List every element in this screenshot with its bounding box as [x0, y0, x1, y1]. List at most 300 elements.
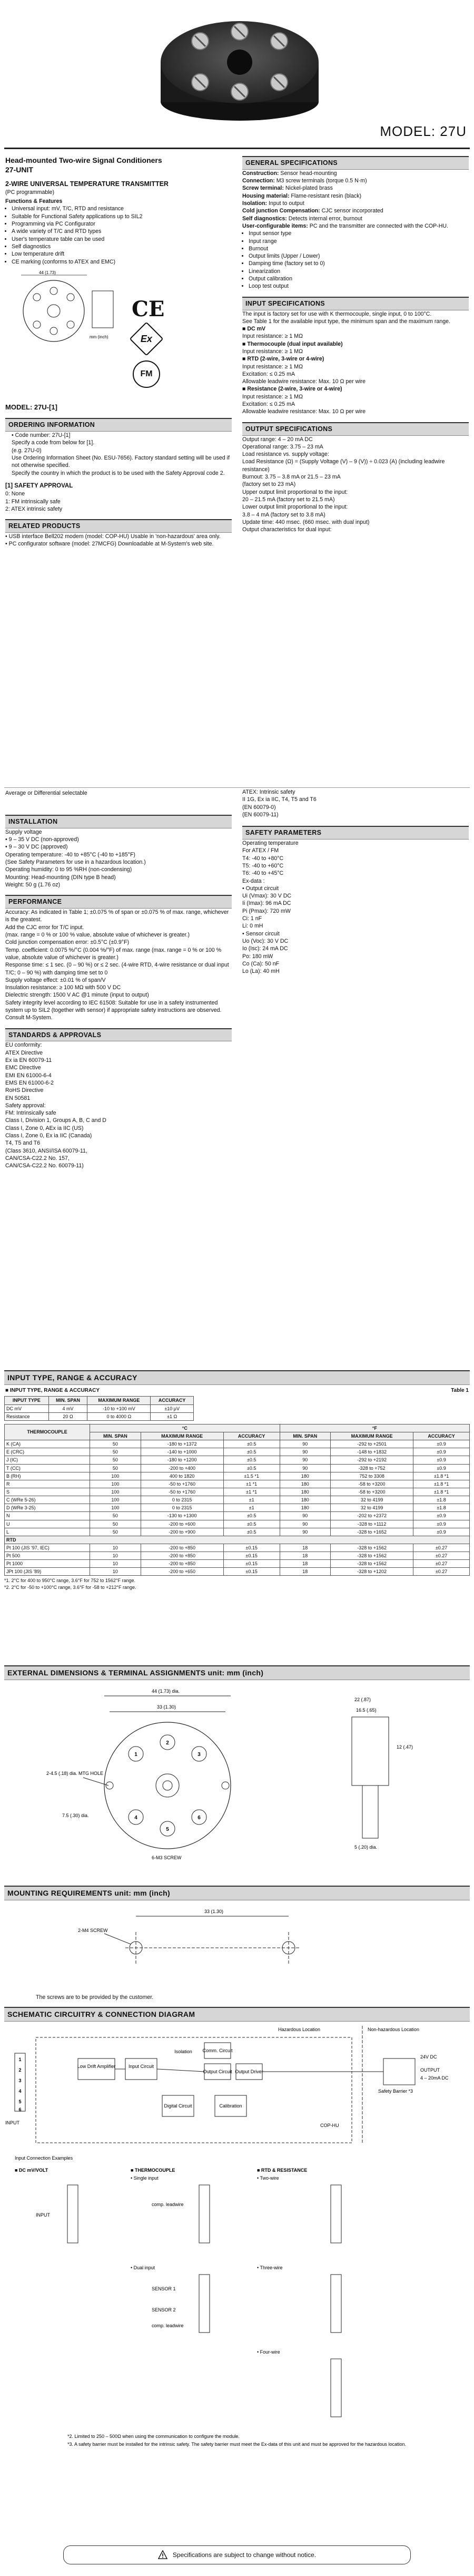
table-cell: ±0.9	[413, 1512, 470, 1520]
svg-text:6: 6	[18, 2106, 22, 2112]
output-line: Output range: 4 – 20 mA DC	[242, 436, 313, 443]
table-cell: -10 to +100 mV	[87, 1404, 151, 1412]
safety-line: T4: -40 to +80°C	[242, 855, 284, 862]
safety-line: Co (Ca): 50 nF	[242, 960, 280, 967]
table-cell: ±0.9	[413, 1448, 470, 1456]
table-cell: 100	[90, 1480, 141, 1488]
config-item: • Output calibration	[249, 275, 469, 282]
table-cell: MAXIMUM RANGE	[87, 1397, 151, 1404]
installation-lines	[5, 828, 232, 889]
related-line: • USB interface Bell202 modem (model: COP-HU) Usable in 'non-hazardous' area only.	[5, 533, 221, 540]
svg-text:4: 4	[134, 1814, 137, 1821]
table-cell: 0 to 2315	[141, 1496, 223, 1504]
output-line: Lower output limit proportional to the input:	[242, 504, 348, 511]
table-row	[5, 1568, 470, 1576]
ordering-line: (e.g. 27U-0)	[12, 447, 42, 454]
rtd-line: Excitation: ≤ 0.25 mA	[242, 370, 295, 377]
dual-note: Average or Differential selectable	[5, 790, 87, 796]
table-cell: 50	[90, 1440, 141, 1448]
output-line: Load resistance vs. supply voltage:	[242, 451, 329, 458]
table-cell: 18	[280, 1544, 331, 1552]
table-cell: ±1.8 *1	[413, 1480, 470, 1488]
svg-text:6: 6	[197, 1814, 201, 1821]
table-cell: 50	[90, 1528, 141, 1536]
rtd-line: Allowable leadwire resistance: Max. 10 Ω per wire	[242, 378, 366, 385]
table-cell: ±0.15	[223, 1544, 280, 1552]
table-cell: 18	[280, 1568, 331, 1576]
mounting-note: The screws are to be provided by the customer.	[36, 1994, 154, 2001]
svg-text:4: 4	[18, 2088, 22, 2094]
product-subtitle: 27-UNIT	[5, 165, 33, 174]
svg-text:Calibration: Calibration	[219, 2103, 242, 2109]
table-row	[5, 1496, 470, 1504]
table-cell: -200 to +850	[141, 1544, 223, 1552]
table-cell: -50 to +1760	[141, 1480, 223, 1488]
table-cell: ±0.5	[223, 1464, 280, 1472]
model-title: MODEL: 27U	[380, 123, 467, 139]
table-cell: 180	[280, 1472, 331, 1480]
table-cell: ±0.5	[223, 1456, 280, 1464]
table-row	[5, 1528, 470, 1536]
svg-text:• Four-wire: • Four-wire	[257, 2349, 280, 2355]
table-cell: E (CRC)	[5, 1448, 90, 1456]
table-cell: ±0.5	[223, 1528, 280, 1536]
table-cell: 20 Ω	[48, 1412, 87, 1420]
input-dcmv: ■ DC mV	[242, 326, 266, 333]
svg-text:comp. leadwire: comp. leadwire	[152, 2201, 184, 2207]
left-column-2	[5, 403, 232, 548]
spec-line: Housing material: Flame-resistant resin (black)	[242, 192, 362, 199]
range-note: *1. 2°C for 400 to 950°C range, 3.6°F for 752 to 1562°F range.	[4, 1578, 136, 1584]
table-cell: R	[5, 1480, 90, 1488]
svg-text:Digital Circuit: Digital Circuit	[164, 2103, 192, 2109]
table-cell: 50	[90, 1520, 141, 1528]
table-cell: 90	[280, 1456, 331, 1464]
performance-line: Cold junction compensation error: ±0.5°C (±0.9°F)	[5, 939, 130, 946]
table-cell: ±0.9	[413, 1440, 470, 1448]
table-cell: -200 to +850	[141, 1552, 223, 1560]
svg-text:■ DC mV/VOLT: ■ DC mV/VOLT	[15, 2167, 48, 2173]
table-cell: -292 to +2192	[331, 1456, 413, 1464]
table-cell: 90	[280, 1520, 331, 1528]
transmitter-note: (PC programmable)	[5, 189, 55, 196]
safety-params-title: SAFETY PARAMETERS	[242, 826, 469, 840]
divider	[4, 787, 470, 788]
input-line: The input is factory set for use with K thermocouple, single input, 0 to 100°C.	[242, 310, 432, 317]
svg-text:■ THERMOCOUPLE: ■ THERMOCOUPLE	[131, 2167, 175, 2173]
table-cell: ACCURACY	[151, 1397, 194, 1404]
table-cell: ±1 *1	[223, 1488, 280, 1496]
install-line: Weight: 50 g (1.76 oz)	[5, 881, 61, 888]
dims-title: EXTERNAL DIMENSIONS & TERMINAL ASSIGNMENTS unit: mm (inch)	[4, 1665, 470, 1680]
spec-line: Construction: Sensor head-mounting	[242, 170, 337, 177]
table-cell: L	[5, 1528, 90, 1536]
safety-approval-lines	[5, 490, 232, 513]
ordering-title: ORDERING INFORMATION	[5, 418, 232, 432]
table-cell: -180 to +1200	[141, 1456, 223, 1464]
related-lines	[5, 533, 232, 548]
svg-text:• Dual input: • Dual input	[131, 2265, 155, 2270]
table-cell: 180	[280, 1488, 331, 1496]
range-note: *2. 2°C for -50 to +100°C range, 3.6°F for -58 to +212°F range.	[4, 1584, 136, 1590]
spec-line: Screw terminal: Nickel-plated brass	[242, 185, 333, 192]
standard-line: Safety approval:	[5, 1102, 46, 1109]
ordering-lines	[5, 432, 232, 477]
output-line: Output characteristics for dual input:	[242, 526, 332, 533]
mounting-drawing	[4, 1900, 470, 1990]
ex-mark-icon: Ex	[129, 321, 163, 356]
table-cell: -200 to +600	[141, 1520, 223, 1528]
svg-text:Isolation: Isolation	[174, 2048, 192, 2054]
svg-text:16.5 (.65): 16.5 (.65)	[356, 1707, 377, 1713]
spec-line: Isolation: Input to output	[242, 200, 304, 207]
table-cell: ±0.5	[223, 1512, 280, 1520]
svg-text:Non-hazardous Location: Non-hazardous Location	[368, 2026, 420, 2032]
table-cell: ±0.15	[223, 1552, 280, 1560]
table-cell: ±1 Ω	[151, 1412, 194, 1420]
table-cell: K (CA)	[5, 1440, 90, 1448]
table-cell: 180	[280, 1504, 331, 1512]
standard-line: CAN/CSA-C22.2 No. 60079-11)	[5, 1163, 84, 1169]
table-cell: 0 to 2315	[141, 1504, 223, 1512]
table-cell: ±10 μV	[151, 1404, 194, 1412]
input-lines	[242, 310, 469, 326]
table-cell: 32 to 4199	[331, 1496, 413, 1504]
table-row	[5, 1412, 194, 1420]
svg-text:*3. A safety barrier must be i: *3. A safety barrier must be installed for the intrinsic safety. The safety barrier must meet the Ex-data of this unit and must be approved for the hazardous location.	[67, 2441, 406, 2447]
standard-line: Class I, Zone 0, Ex ia IIC (Canada)	[5, 1133, 92, 1139]
left-column-3	[5, 815, 232, 1170]
standard-line: EMI EN 61000-6-4	[5, 1072, 52, 1079]
config-item: • Input sensor type	[249, 230, 469, 237]
table-cell: 90	[280, 1440, 331, 1448]
approval-line: 2: ATEX intrinsic safety	[5, 506, 63, 513]
standard-line: Ex ia EN 60079-11	[5, 1057, 52, 1064]
svg-text:1: 1	[18, 2056, 22, 2062]
atex-line: (EN 60079-11)	[242, 811, 279, 818]
table-cell: -130 to +1300	[141, 1512, 223, 1520]
table-cell: -292 to +2501	[331, 1440, 413, 1448]
safety-line: T6: -40 to +45°C	[242, 870, 284, 877]
svg-text:COP-HU: COP-HU	[320, 2122, 339, 2128]
table-cell: MIN. SPAN	[48, 1397, 87, 1404]
feature-item: • Programming via PC Configurator	[12, 220, 232, 228]
table-row	[5, 1544, 470, 1552]
svg-text:• Three-wire: • Three-wire	[257, 2265, 283, 2270]
table-cell: -50 to +1760	[141, 1488, 223, 1496]
table-cell: ±1	[223, 1496, 280, 1504]
mv-table	[4, 1396, 194, 1420]
table-row	[5, 1440, 470, 1448]
svg-text:• Two-wire: • Two-wire	[257, 2175, 279, 2181]
table-cell: 0 to 4000 Ω	[87, 1412, 151, 1420]
range-table-title: ■ INPUT TYPE, RANGE & ACCURACY	[5, 1387, 100, 1393]
svg-text:SENSOR 1: SENSOR 1	[152, 2286, 176, 2291]
cert-icons-2	[134, 327, 159, 351]
table-cell: -328 to +1202	[331, 1568, 413, 1576]
table-cell: 4 mV	[48, 1404, 87, 1412]
product-title: Head-mounted Two-wire Signal Conditioners	[5, 156, 162, 164]
standard-line: RoHS Directive	[5, 1087, 44, 1094]
feature-item: • User's temperature table can be used	[12, 236, 232, 243]
table-cell: ±0.27	[413, 1568, 470, 1576]
safety-line: Ex-data :	[242, 877, 265, 884]
table-cell: -58 to +3200	[331, 1488, 413, 1496]
spec-line: Cold junction Compensation: CJC sensor incorporated	[242, 208, 383, 214]
input-line: See Table 1 for the available input type, the minimum span and the maximum range.	[242, 318, 450, 325]
table-cell: DC mV	[5, 1404, 49, 1412]
standard-line: EMC Directive	[5, 1065, 41, 1071]
svg-text:2-4.5 (.18) dia. MTG HOLE: 2-4.5 (.18) dia. MTG HOLE	[46, 1770, 104, 1776]
table-cell: -58 to +3200	[331, 1480, 413, 1488]
standard-line: T4, T5 and T6	[5, 1140, 41, 1147]
header-rule	[4, 148, 470, 149]
safety-line: For ATEX / FM	[242, 847, 279, 854]
input-tc-res: Input resistance: ≥ 1 MΩ	[242, 348, 303, 355]
warning-icon	[158, 2550, 167, 2560]
ordering-line: Specify a code from below for [1].	[12, 440, 95, 446]
table-row	[5, 1552, 470, 1560]
config-item: • Linearization	[249, 268, 469, 275]
safety-params-lines	[242, 840, 469, 975]
standard-line: CAN/CSA-C22.2 No. 157,	[5, 1155, 70, 1162]
functions-heading: Functions & Features	[5, 198, 63, 205]
table-cell: U	[5, 1520, 90, 1528]
output-line: Burnout: 3.75 – 3.8 mA or 21.5 – 23 mA	[242, 474, 341, 481]
table-cell: INPUT TYPE	[5, 1397, 49, 1404]
table-cell: -200 to +650	[141, 1568, 223, 1576]
svg-text:3: 3	[197, 1751, 201, 1758]
table-cell: ±1.5 *1	[223, 1472, 280, 1480]
table-cell: 90	[280, 1512, 331, 1520]
safety-line: Uo (Voc): 30 V DC	[242, 938, 289, 944]
table-row	[5, 1480, 470, 1488]
performance-line: Insulation resistance: ≥ 100 MΩ with 500 V DC	[5, 984, 121, 991]
standards-lines	[5, 1041, 232, 1169]
svg-text:Output Driver: Output Driver	[235, 2068, 263, 2074]
table-cell: 100	[90, 1472, 141, 1480]
table-cell: S	[5, 1488, 90, 1496]
svg-text:33 (1.30): 33 (1.30)	[204, 1908, 224, 1914]
spec-line: Connection: M3 screw terminals (torque 0.5 N·m)	[242, 178, 367, 184]
table-cell: 18	[280, 1560, 331, 1568]
safety-line: • Output circuit	[242, 885, 279, 892]
standard-line: EN 50581	[5, 1095, 31, 1101]
output-line: Update time: 440 msec. (660 msec. with dual input)	[242, 519, 370, 525]
svg-text:44 (1.73): 44 (1.73)	[39, 270, 56, 275]
cert-icons	[132, 295, 164, 324]
general-items	[242, 230, 469, 290]
output-title: OUTPUT SPECIFICATIONS	[242, 422, 469, 436]
table-cell: 50	[90, 1464, 141, 1472]
table-row	[5, 1488, 470, 1496]
table-cell: ±0.9	[413, 1464, 470, 1472]
table-cell: ±0.9	[413, 1528, 470, 1536]
table-cell: -328 to +1112	[331, 1520, 413, 1528]
model-code: MODEL: 27U-[1]	[5, 403, 57, 411]
table-cell: 50	[90, 1456, 141, 1464]
atex-line: II 1G, Ex ia IIC, T4, T5 and T6	[242, 796, 317, 803]
performance-line: Dielectric strength: 1500 V AC @1 minute (input to output)	[5, 992, 149, 999]
safety-line: • Sensor circuit	[242, 930, 280, 937]
svg-text:comp. leadwire: comp. leadwire	[152, 2323, 184, 2328]
safety-line: Lo (La): 40 mH	[242, 968, 280, 975]
input-tc: ■ Thermocouple (dual input available)	[242, 340, 343, 347]
table-cell: 752 to 3308	[331, 1472, 413, 1480]
performance-line: Temp. coefficient: 0.0075 %/°C (0.004 %/°F) of max. range (max. range = 0 % or 100 % value, absolute value of whichever is greater.)	[5, 947, 222, 961]
spec-line: Self diagnostics: Detects internal error, burnout	[242, 215, 362, 222]
footer-text: Specifications are subject to change without notice.	[172, 2551, 317, 2559]
dims-drawing	[4, 1680, 470, 1870]
table-cell: ±1.8 *1	[413, 1488, 470, 1496]
performance-line: Add the CJC error for T/C input.	[5, 924, 84, 931]
safety-line: Po: 180 mW	[242, 953, 273, 960]
input-title: INPUT SPECIFICATIONS	[242, 297, 469, 310]
table-cell: ±1.8	[413, 1504, 470, 1512]
output-line: (factory set to 23 mA)	[242, 481, 296, 488]
svg-text:SENSOR 2: SENSOR 2	[152, 2307, 176, 2312]
table-cell: ±0.15	[223, 1560, 280, 1568]
mounting-section	[4, 1886, 470, 2001]
install-line: • 9 – 30 V DC (approved)	[5, 844, 68, 851]
performance-line: Accuracy: As indicated in Table 1; ±0.075 % of span or ±0.075 % of max. range, whichever is the greatest.	[5, 909, 229, 923]
related-line: • PC configurator software (model: 27MCFG) Downloadable at M-System's web site.	[5, 541, 214, 548]
table-row	[5, 1404, 194, 1412]
general-lines	[242, 170, 469, 230]
schematic-drawing	[4, 2022, 470, 2512]
ordering-line: • Code number: 27U-[1]	[12, 432, 71, 439]
svg-text:Safety Barrier *3: Safety Barrier *3	[378, 2088, 413, 2094]
table-cell: J (IC)	[5, 1456, 90, 1464]
standards-title: STANDARDS & APPROVALS	[5, 1028, 232, 1042]
safety-line: Ii (Imax): 96 mA DC	[242, 900, 291, 907]
table-cell: -328 to +1652	[331, 1528, 413, 1536]
svg-text:OUTPUT: OUTPUT	[420, 2067, 440, 2073]
table-cell: 32 to 4199	[331, 1504, 413, 1512]
safety-line: Io (Isc): 24 mA DC	[242, 945, 288, 952]
right-column	[242, 156, 469, 533]
performance-title: PERFORMANCE	[5, 895, 232, 909]
res-line: Excitation: ≤ 0.25 mA	[242, 401, 295, 408]
res-line: Allowable leadwire resistance: Max. 10 Ω per wire	[242, 408, 366, 415]
table-row	[5, 1472, 470, 1480]
table-row	[5, 1560, 470, 1568]
table-cell: -180 to +1372	[141, 1440, 223, 1448]
table-row	[5, 1512, 470, 1520]
table-cell: 180	[280, 1496, 331, 1504]
performance-line: (max. range = 0 % or 100 % value, absolute value of whichever is greater.)	[5, 932, 190, 939]
table-cell: T (CC)	[5, 1464, 90, 1472]
approval-line: 1: FM intrinsically safe	[5, 498, 61, 505]
config-item: • Burnout	[249, 245, 469, 252]
svg-text:4 – 20mA DC: 4 – 20mA DC	[420, 2075, 449, 2081]
safety-line: Ci: 1 nF	[242, 915, 262, 922]
ordering-line: Use Ordering Information Sheet (No. ESU-7656). Factory standard setting will be used if not otherwise specified.	[12, 455, 230, 469]
dims-section	[4, 1665, 470, 1872]
table-cell: N	[5, 1512, 90, 1520]
table-cell: -328 to +1562	[331, 1544, 413, 1552]
table-cell: ±0.9	[413, 1456, 470, 1464]
feature-item: • A wide variety of T/C and RTD types	[12, 228, 232, 235]
performance-line: Response time: ≤ 1 sec. (0 – 90 %) or ≤ 2 sec. (4-wire RTD, 4-wire resistance or dual input T/C; 0 – 90 %) with damping time set to 0	[5, 962, 229, 976]
table-row	[5, 1504, 470, 1512]
ordering-line: Specify the country in which the product is to be used with the Safety Approval code 2.	[12, 470, 225, 476]
table-cell: 90	[280, 1464, 331, 1472]
table-cell: 50	[90, 1512, 141, 1520]
table-row	[5, 1397, 194, 1404]
table-cell: 100	[90, 1496, 141, 1504]
feature-item: • Self diagnostics	[12, 243, 232, 250]
safety-line: Operating temperature	[242, 840, 299, 847]
svg-text:Output Circuit: Output Circuit	[203, 2068, 232, 2074]
safety-line: Li: 0 mH	[242, 923, 263, 930]
table-cell: ±0.27	[413, 1552, 470, 1560]
config-item: • Input range	[249, 238, 469, 245]
output-line: Upper output limit proportional to the input:	[242, 489, 348, 495]
install-line: Supply voltage	[5, 828, 42, 835]
table-cell: D (WRe 3-25)	[5, 1504, 90, 1512]
output-line: 20 – 21.5 mA (factory set to 21.5 mA)	[242, 496, 335, 503]
svg-text:■ RTD & RESISTANCE: ■ RTD & RESISTANCE	[257, 2167, 308, 2173]
table-cell: 400 to 1820	[141, 1472, 223, 1480]
table-row	[5, 1464, 470, 1472]
svg-text:Input Connection Examples: Input Connection Examples	[15, 2155, 73, 2161]
standard-line: (Class 3610, ANSI/ISA 60079-11,	[5, 1147, 87, 1154]
feature-item: • Low temperature drift	[12, 250, 232, 258]
svg-text:2-M4 SCREW: 2-M4 SCREW	[78, 1927, 108, 1933]
cert-icons-3	[133, 360, 160, 388]
table-cell: B (RH)	[5, 1472, 90, 1480]
input-rtd-lines	[242, 363, 469, 386]
functions-list	[5, 205, 232, 265]
svg-text:1: 1	[134, 1751, 137, 1758]
small-dimension-drawing	[5, 270, 121, 349]
table-row	[5, 1456, 470, 1464]
svg-text:INPUT: INPUT	[5, 2120, 19, 2125]
table-cell: -328 to +1562	[331, 1560, 413, 1568]
svg-text:• Single input: • Single input	[131, 2175, 159, 2181]
config-item: • Damping time (factory set to 0)	[249, 260, 469, 267]
config-item: • Output limits (Upper / Lower)	[249, 252, 469, 260]
table-cell: ±0.5	[223, 1448, 280, 1456]
related-title: RELATED PRODUCTS	[5, 519, 232, 533]
safety-approval-title: [1] SAFETY APPROVAL	[5, 482, 73, 489]
dim-caption: mm (inch)	[90, 334, 108, 339]
schematic-section	[4, 2007, 470, 2514]
svg-text:24V DC: 24V DC	[420, 2054, 437, 2060]
table-cell: -328 to +1562	[331, 1552, 413, 1560]
svg-text:12 (.47): 12 (.47)	[397, 1744, 413, 1750]
table-cell: ±1.8	[413, 1496, 470, 1504]
safety-line: Pi (Pmax): 720 mW	[242, 908, 291, 914]
svg-text:5: 5	[166, 1826, 169, 1832]
performance-line: Safety integrity level according to IEC 61508: Suitable for use in a safety instrumented system up to SIL2 (together with sensor) if appropriate safety instructions are observed. Consult M-System.	[5, 999, 222, 1021]
product-photo	[153, 4, 327, 125]
fm-approved-icon: FM	[133, 360, 160, 388]
table-cell: C (WRe 5-26)	[5, 1496, 90, 1504]
svg-text:44 (1.73) dia.: 44 (1.73) dia.	[152, 1688, 180, 1694]
svg-text:2: 2	[18, 2067, 22, 2073]
table-cell: 10	[90, 1552, 141, 1560]
table-cell: -200 to +400	[141, 1464, 223, 1472]
tc-table: THERMOCOUPLE °C °F MIN. SPAN MAXIMUM RANGE ACCURACY MIN. SPAN MAXIMUM RANGE ACCURACY K (CA) 50 -180 to +1372 ±0.5 90 -292 to +2501 ±0.9 E (CRC) 50 -140 to +1000 ±0.5 90 -148 to +1832 ±0.9 J (IC) 50 -180 to +1200 ±0.5 90 -292 to +2192 ±0.9 T (CC) 50 -200 to +400 ±0.5 90 -328 to +752 ±0.9 B (RH) 100 400 to 1820 ±1.5 *1 180 752 to 3308 ±1.8 *1 R 100 -50 to +1760 ±1 *1 180 -58 to +3200 ±1.8 *1 S 100 -50 to +1760 ±1 *1 180 -58 to +3200 ±1.8 *1 C (WRe 5-26) 100 0 to 2315 ±1 180 32 to 4199 ±1.8 D (WRe 3-25) 100 0 to 2315 ±1 180 32 to 4199 ±1.8 N 50 -130 to +1300 ±0.5 90 -202 to +2372 ±0.9 U 50 -200 to +600 ±0.5 90 -328 to +1112 ±0.9 L 50 -200 to +900 ±0.5 90 -328 to +1652 ±0.9 RTD Pt 100 (JIS '97, IEC) 10 -200 to +850 ±0.15 18 -328 to +1562 ±0.27 Pt 500 10 -200 to +850 ±0.15 18 -328 to +1562 ±0.27 Pt 1000 10 -200 to +850 ±0.15 18 -328 to +1562 ±0.27 JPt 100 (JIS '89) 10 -200 to +650 ±0.15 18 -328 to +1202 ±0.27	[4, 1424, 470, 1576]
svg-text:33 (1.30): 33 (1.30)	[157, 1704, 176, 1710]
svg-text:3: 3	[18, 2077, 22, 2083]
svg-text:6-M3 SCREW: 6-M3 SCREW	[152, 1855, 182, 1860]
schematic-title: SCHEMATIC CIRCUITRY & CONNECTION DIAGRAM	[4, 2007, 470, 2022]
output-lines	[242, 436, 469, 534]
install-line: (See Safety Parameters for use in a hazardous location.)	[5, 859, 146, 866]
